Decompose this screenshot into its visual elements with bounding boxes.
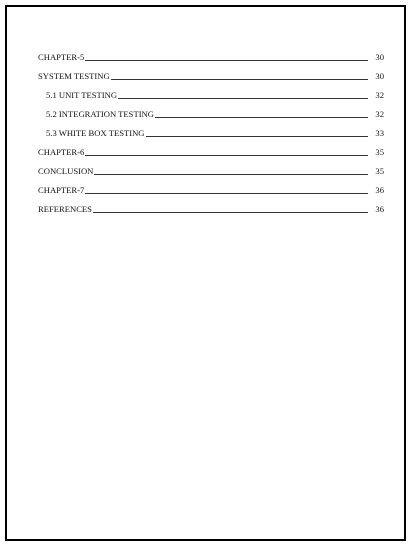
toc-entry-title: REFERENCES [38,204,92,215]
table-of-contents [38,43,384,214]
toc-entry-title: CONCLUSION [38,166,94,177]
toc-entry-title: 5.1 UNIT TESTING [46,90,118,101]
toc-entry-page: 30 [375,71,384,82]
toc-entry-page: 35 [375,147,384,158]
toc-leader-line [85,193,368,194]
toc-entry-chapter-6 [38,138,384,157]
toc-entry-conclusion [38,157,384,176]
toc-leader-line [85,60,368,61]
toc-entry-title: 5.3 WHITE BOX TESTING [46,128,145,139]
toc-leader-line [93,212,368,213]
toc-entry-integration-testing [38,100,384,119]
toc-entry-page: 36 [375,185,384,196]
toc-entry-title: CHAPTER-6 [38,147,85,158]
toc-entry-page: 33 [375,128,384,139]
toc-leader-line [118,98,368,99]
toc-leader-line [94,174,368,175]
toc-entry-title: CHAPTER-5 [38,52,85,63]
toc-leader-line [111,79,368,80]
toc-entry-title: CHAPTER-7 [38,185,85,196]
toc-entry-page: 32 [375,90,384,101]
toc-entry-page: 32 [375,109,384,120]
toc-entry-system-testing [38,62,384,81]
toc-entry-title: 5.2 INTEGRATION TESTING [46,109,154,120]
toc-entry-page: 30 [375,52,384,63]
toc-entry-references [38,195,384,214]
toc-entry-page: 36 [375,204,384,215]
toc-leader-line [146,136,368,137]
document-page [5,5,406,541]
toc-leader-line [85,155,368,156]
toc-entry-white-box-testing [38,119,384,138]
toc-entry-unit-testing [38,81,384,100]
toc-entry-chapter-7 [38,176,384,195]
toc-entry-title: SYSTEM TESTING [38,71,110,82]
toc-entry-chapter-5 [38,43,384,62]
toc-entry-page: 35 [375,166,384,177]
toc-leader-line [155,117,368,118]
